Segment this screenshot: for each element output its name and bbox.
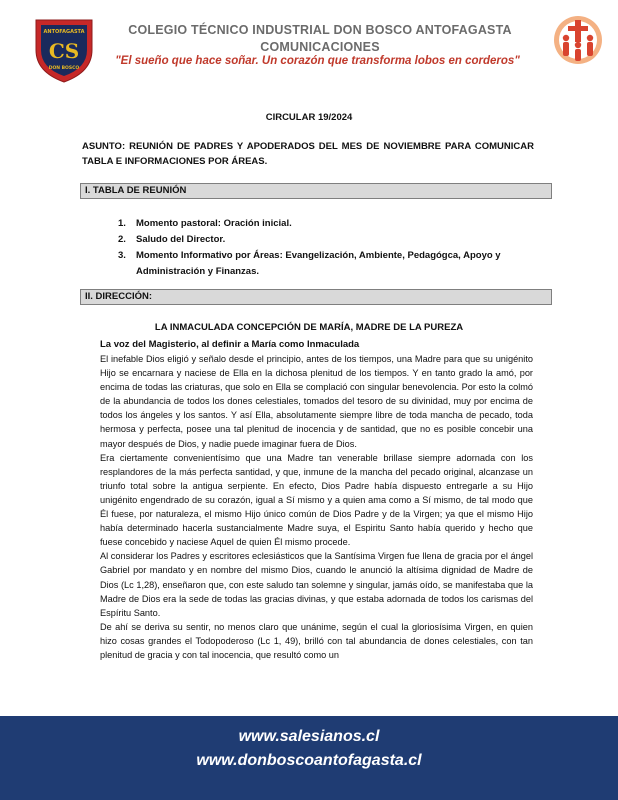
agenda-item [118, 232, 538, 248]
article-body [100, 352, 533, 662]
article-title: LA INMACULADA CONCEPCIÓN DE MARÍA, MADRE DE LA PUREZA [154, 322, 464, 333]
section-bar-direccion: II. DIRECCIÓN: [80, 289, 552, 305]
crest-bottom-text: DON BOSCO [48, 66, 80, 71]
header-motto: "El sueño que hace soñar. Un corazón que transforma lobos en corderos" [115, 55, 520, 67]
agenda-item-number: 3. [118, 250, 126, 261]
agenda-item-text: Momento Informativo por Áreas: Evangelización, Ambiente, Pedagógca, Apoyo y Administración y Finanzas. [136, 250, 501, 277]
agenda-item-text: Momento pastoral: Oración inicial. [136, 218, 292, 229]
article-paragraph: El inefable Dios eligió y señalo desde el principio, antes de los tiempos, una Madre para que su unigénito Hijo se encarnara y naciese de Ella en la dichosa plenitud de los tiempos. Y en tanto grado la amó, por encima de todas las criaturas, que solo en Ella se complació con singular benevolencia. Por esto la colmó de la abundancia de todos los dones celestiales, tomados del tesoro de su divinidad, muy por encima de todos los ángeles y los santos. Y así Ella, absolutamente siempre libre de toda mancha de pecado, toda hermosa y perfecta, posee una tal plenitud de inocencia y de santidad, que no es posible concebir una mayor después de Dios, y nadie puede imaginar fuera de Dios. [100, 354, 533, 449]
subject-line: ASUNTO: REUNIÓN DE PADRES Y APODERADOS DEL MES DE NOVIEMBRE PARA COMUNICAR TABLA E INFORMACIONES POR ÁREAS. [82, 141, 534, 167]
article-paragraph: Al considerar los Padres y escritores eclesiásticos que la Santísima Virgen fue llena de gracia por el ángel Gabriel por mandato y en nombre del mismo Dios, cuando le anunció la altísima dignidad de Madre de Dios (Lc 1,28), enseñaron que, con este saludo tan solemne y singular, jamás oído, se manifestaba que la Madre de Dios era la sede de todas las gracias divinas, y que estaba adornada de todos los carismas del Espíritu Santo. [100, 551, 533, 618]
agenda-item [118, 216, 538, 232]
agenda-item [118, 248, 538, 280]
circular-number: CIRCULAR 19/2024 [265, 112, 353, 123]
agenda-item-number: 2. [118, 234, 126, 245]
agenda-item-text: Saludo del Director. [136, 234, 226, 245]
header-title [110, 22, 530, 56]
section-bar-agenda: I. TABLA DE REUNIÓN [80, 183, 552, 199]
header-title-line2: COMUNICACIONES [260, 40, 380, 54]
agenda-list [118, 216, 538, 280]
footer-banner [0, 716, 618, 800]
article-paragraph: Era ciertamente convenientísimo que una Madre tan venerable brillase siempre adornada con los resplandores de la más perfecta santidad, y que, inmune de la mancha del pecado original, alcanzase un triunfo total sobre la antigua serpiente. En efecto, Dios Padre había dispuesto entregarle a su Hijo unigénito engendrado de su corazón, igual a Sí mismo y a quien ama como a Sí mismo, de tal modo que Él fuese, por naturaleza, el mismo Hijo único común de Dios Padre y de la Virgen; ya que el mismo Hijo había determinado hacerla sustancialmente Madre suya, el Espiritu Santo había querido y hecho que fuese concebido y naciese Aquel de quien Él mismo procede. [100, 452, 533, 548]
footer-url-salesianos[interactable]: www.salesianos.cl [238, 728, 380, 745]
crest-top-text: ANTOFAGASTA [43, 29, 85, 35]
salesian-logo [552, 14, 604, 66]
school-crest-logo [32, 14, 96, 84]
crest-monogram: CS [48, 39, 80, 63]
footer-url-donbosco[interactable]: www.donboscoantofagasta.cl [196, 752, 422, 769]
agenda-item-number: 1. [118, 218, 126, 229]
article-paragraph: De ahí se deriva su sentir, no menos claro que unánime, según el cual la gloriosísima Virgen, en quien hizo cosas grandes el Todopoderoso (Lc 1, 49), brilló con tal abundancia de dones celestiales, con tan plenitud de gracia y con tal inocencia, que resultó como un [100, 621, 533, 660]
header-title-line1: COLEGIO TÉCNICO INDUSTRIAL DON BOSCO ANTOFAGASTA [128, 23, 512, 37]
article-subtitle: La voz del Magisterio, al definir a María como Inmaculada [100, 339, 360, 350]
